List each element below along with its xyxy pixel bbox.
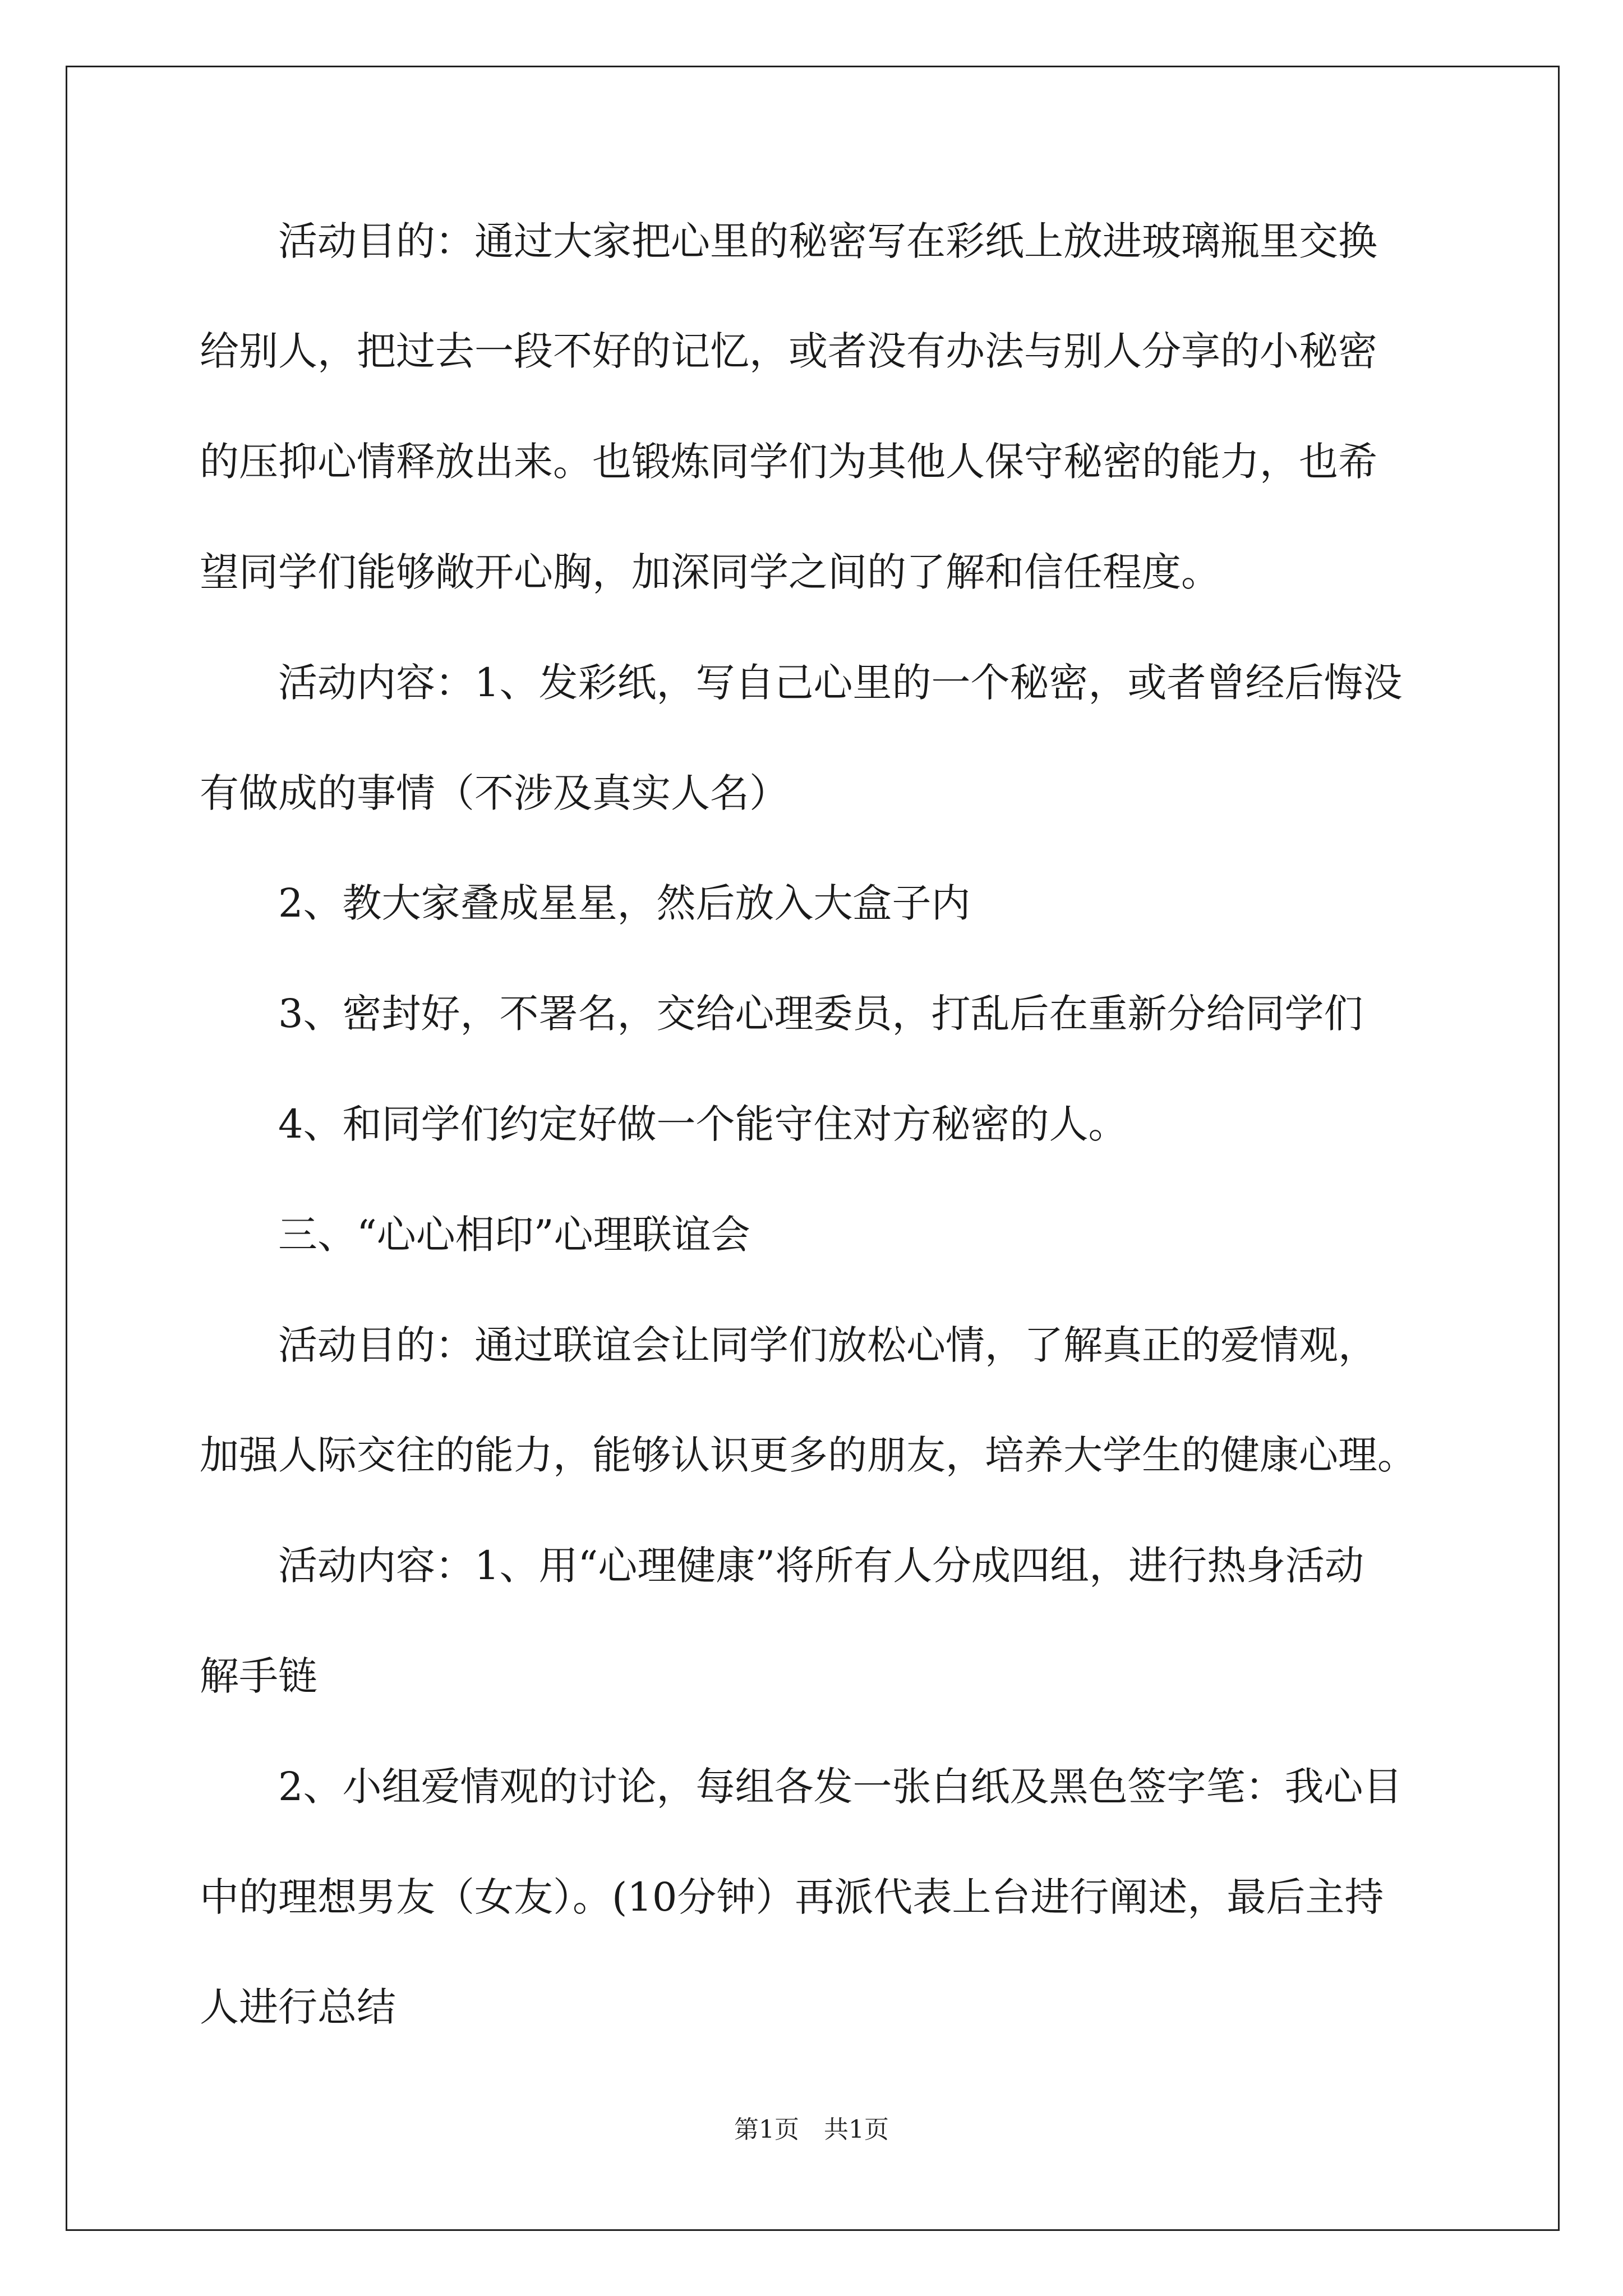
paragraph-line: 4、和同学们约定好做一个能守住对方秘密的人。 [278, 1101, 1128, 1147]
section-heading: 三、“心心相印”心理联谊会 [278, 1212, 750, 1258]
paragraph-line: 解手链 [200, 1653, 317, 1699]
paragraph-line: 中的理想男友（女友）。(10分钟）再派代表上台进行阐述，最后主持 [200, 1874, 1384, 1920]
paragraph-line: 给别人，把过去一段不好的记忆，或者没有办法与别人分享的小秘密 [200, 328, 1377, 374]
paragraph-line: 望同学们能够敞开心胸，加深同学之间的了解和信任程度。 [200, 549, 1220, 595]
paragraph-line: 2、教大家叠成星星，然后放入大盒子内 [278, 880, 971, 926]
paragraph-line: 活动目的：通过大家把心里的秘密写在彩纸上放进玻璃瓶里交换 [278, 218, 1377, 264]
paragraph-line: 活动内容：1、发彩纸，写自己心里的一个秘密，或者曾经后悔没 [278, 660, 1403, 706]
paragraph-line: 加强人际交往的能力，能够认识更多的朋友，培养大学生的健康心理。 [200, 1432, 1417, 1478]
page-number-footer: 第1页 共1页 [734, 2115, 889, 2144]
paragraph-line: 的压抑心情释放出来。也锻炼同学们为其他人保守秘密的能力，也希 [200, 439, 1377, 485]
paragraph-line: 有做成的事情（不涉及真实人名） [200, 770, 789, 816]
paragraph-line: 2、小组爱情观的讨论，每组各发一张白纸及黑色签字笔：我心目 [278, 1764, 1403, 1810]
paragraph-line: 活动目的：通过联谊会让同学们放松心情，了解真正的爱情观， [278, 1322, 1377, 1368]
paragraph-line: 3、密封好，不署名，交给心理委员，打乱后在重新分给同学们 [278, 991, 1363, 1037]
paragraph-line: 人进行总结 [200, 1984, 396, 2030]
paragraph-line: 活动内容：1、用“心理健康”将所有人分成四组，进行热身活动 [278, 1543, 1364, 1589]
